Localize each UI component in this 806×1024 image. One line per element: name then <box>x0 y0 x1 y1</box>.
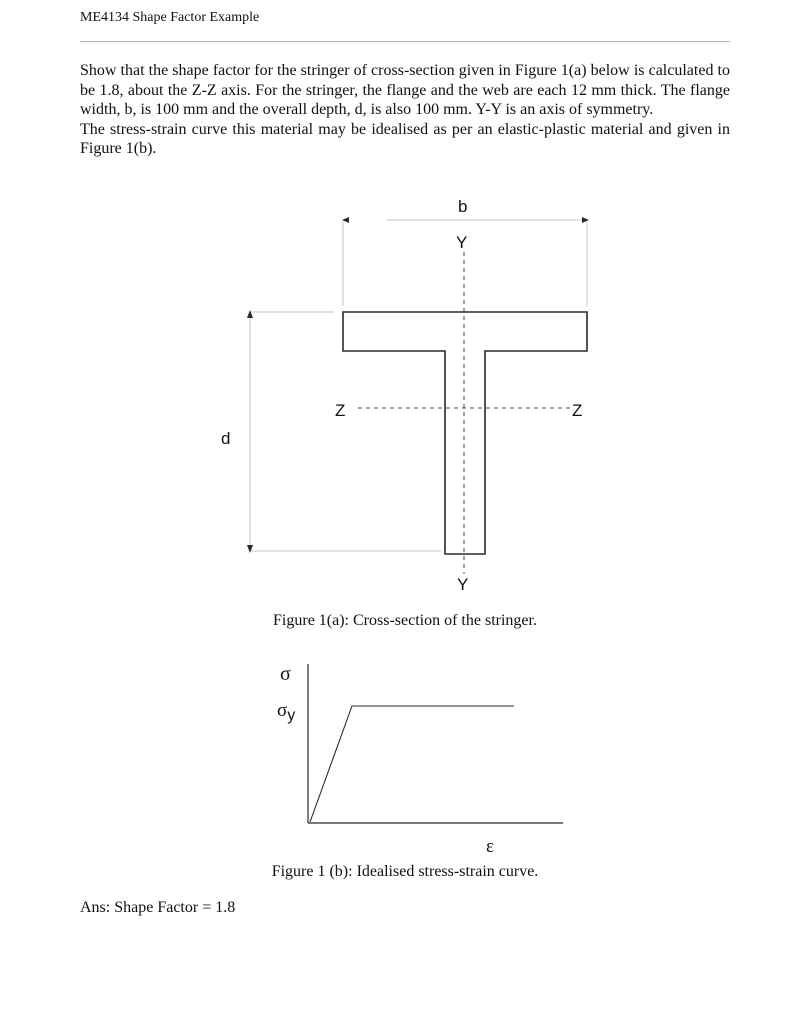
label-sigma-y-sub: y <box>287 707 296 724</box>
problem-paragraph-2: The stress-strain curve this material may be idealised as per an elastic-plastic material and given in Figure 1(b). <box>80 120 730 157</box>
answer-line: Ans: Shape Factor = 1.8 <box>80 899 236 916</box>
d-arrow-top <box>247 310 253 318</box>
label-sigma-y <box>277 700 295 724</box>
label-y-bottom: Y <box>457 575 469 594</box>
problem-paragraph-1: Show that the shape factor for the stringer of cross-section given in Figure 1(a) below is calculated to be 1.8, about the Z-Z axis. For the stringer, the flange and the web are each 12 mm thick. The flange width, b, is 100 mm and the overall depth, d, is also 100 mm. Y-Y is an axis of symmetry. <box>80 62 730 118</box>
stress-strain-curve <box>310 706 514 822</box>
label-b: b <box>458 197 468 216</box>
d-arrow-bottom <box>247 545 253 553</box>
label-z-right: Z <box>572 401 583 420</box>
figure-1a <box>247 217 589 574</box>
label-d: d <box>221 429 231 448</box>
label-sigma-y-base: σ <box>277 700 288 721</box>
page-header: ME4134 Shape Factor Example <box>80 10 260 25</box>
figure-1b-caption: Figure 1 (b): Idealised stress-strain curve. <box>271 863 539 880</box>
label-sigma: σ <box>280 663 291 685</box>
label-y-top: Y <box>456 233 468 252</box>
label-epsilon: ε <box>486 836 494 857</box>
figure-1b <box>308 664 563 823</box>
figure-1a-caption: Figure 1(a): Cross-section of the stringer. <box>273 612 537 629</box>
label-z-left: Z <box>335 401 346 420</box>
t-section-outline <box>343 312 587 554</box>
b-arrow-right <box>582 217 589 223</box>
